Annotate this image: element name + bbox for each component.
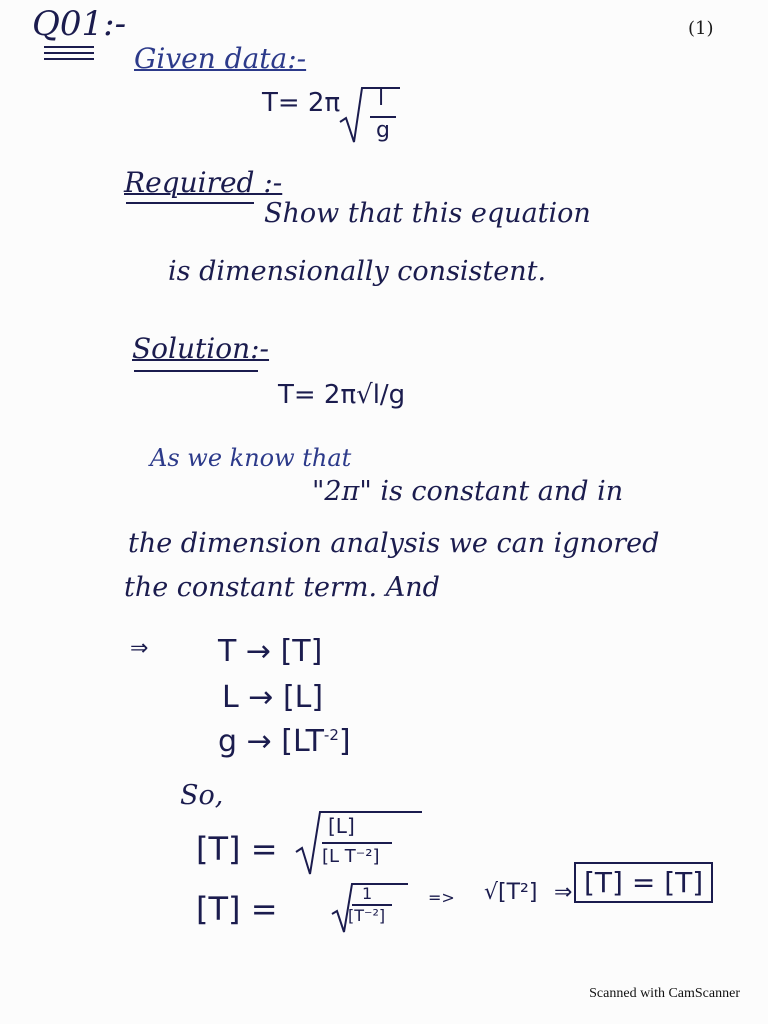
dim-lhs: L (222, 680, 239, 715)
given-equation-lhs: T= 2π (262, 88, 341, 118)
solution-line-2: "2π" is constant and in (312, 476, 624, 507)
required-heading: Required :- (124, 166, 283, 199)
dim-row-2 (222, 680, 323, 715)
dim-close: ] (338, 724, 351, 759)
question-underline (44, 52, 94, 54)
solution-line-1: As we know that (150, 444, 352, 472)
step2-arrow: => (428, 888, 455, 907)
sqrt-sign-icon (340, 82, 400, 148)
question-underline (44, 58, 94, 60)
so-label: So, (180, 780, 224, 811)
solution-line-3: the dimension analysis we can ignored (128, 528, 660, 559)
required-line-1: Show that this equation (264, 198, 591, 229)
dim-rhs: [L] (282, 680, 324, 715)
implies-arrow-icon: ⇒ (554, 880, 573, 905)
given-heading: Given data:- (134, 42, 307, 75)
question-label: Q01:- (32, 4, 127, 44)
step1-num: [L] (328, 814, 355, 838)
dim-row-1 (218, 634, 322, 669)
step1-lhs: [T] = (196, 830, 278, 868)
solution-equation: T= 2π√l/g (278, 380, 406, 410)
dim-rhs: [LT (281, 724, 324, 759)
solution-line-4: the constant term. And (124, 572, 440, 603)
dim-lhs: T (218, 634, 237, 669)
step1-den: [L T⁻²] (322, 846, 380, 867)
right-arrow-icon: → (245, 634, 272, 669)
given-fraction-num: l (378, 86, 385, 111)
given-fraction-den: g (376, 118, 390, 143)
step2-den: [T⁻²] (348, 906, 386, 925)
result-box: [T] = [T] (574, 862, 713, 903)
page-number: (1) (688, 18, 714, 39)
step2-lhs: [T] = (196, 890, 278, 928)
step2-mid: √[T²] (484, 880, 538, 905)
step2-num: 1 (362, 884, 373, 903)
solution-underline (134, 370, 258, 372)
dim-row-3 (218, 724, 351, 759)
scanner-watermark: Scanned with CamScanner (589, 986, 740, 1001)
given-equation (262, 88, 340, 118)
solution-heading: Solution:- (132, 332, 270, 365)
dim-lhs: g (218, 724, 238, 759)
right-arrow-icon: → (248, 680, 274, 715)
dim-rhs: [T] (280, 634, 323, 669)
question-underline (44, 46, 94, 48)
right-arrow-icon: → (246, 724, 272, 759)
implies-arrow-icon: ⇒ (130, 636, 149, 661)
fraction-bar (322, 842, 392, 844)
dim-exponent: -2 (323, 726, 339, 744)
required-underline (126, 202, 254, 204)
required-line-2: is dimensionally consistent. (168, 256, 547, 287)
